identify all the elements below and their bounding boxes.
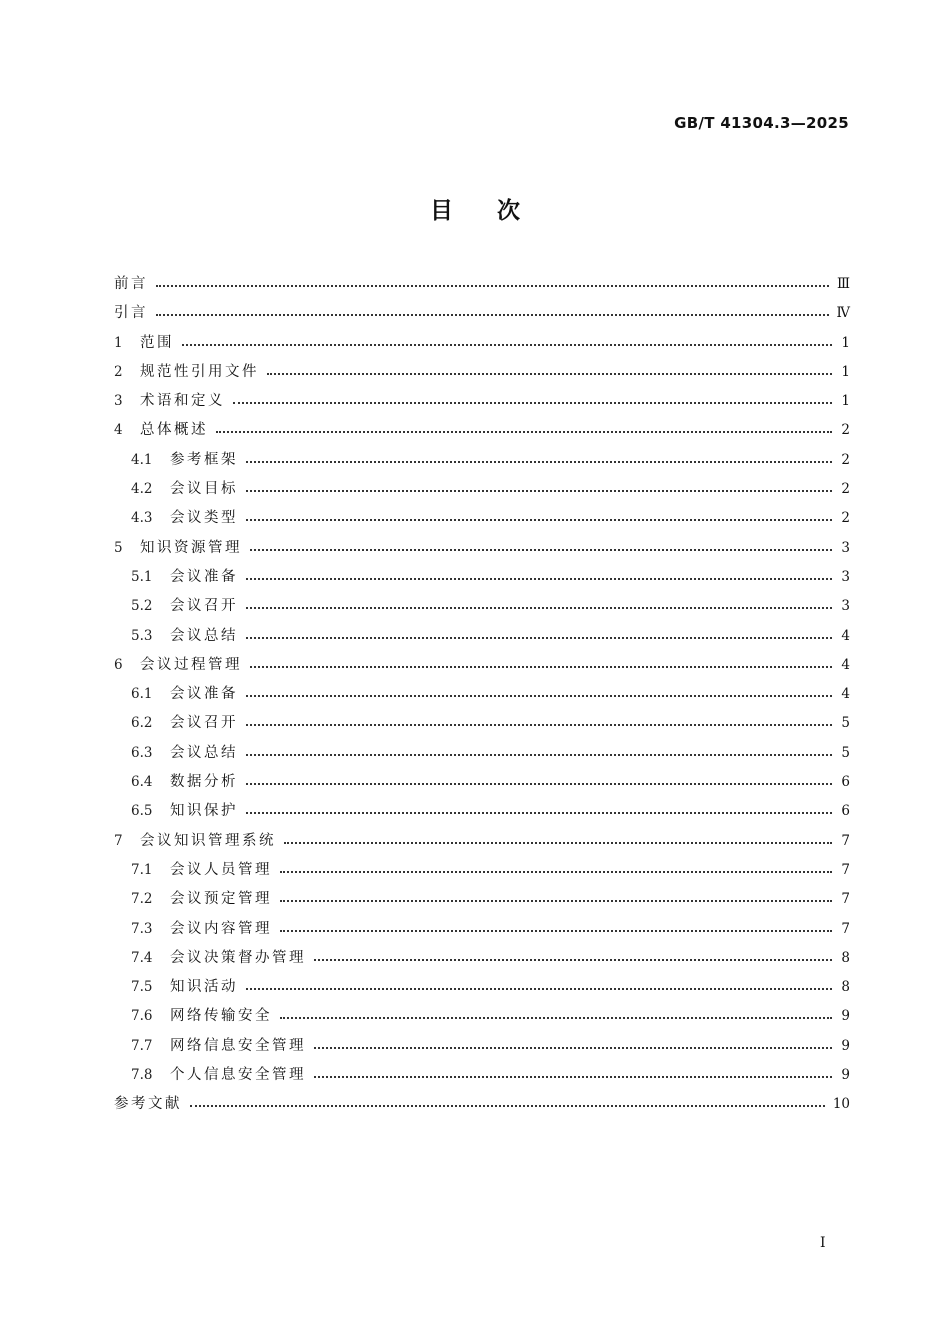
toc-entry-label: 会议目标 bbox=[170, 481, 238, 498]
toc-dot-leader bbox=[182, 329, 832, 358]
toc-dot-leader bbox=[246, 592, 832, 621]
toc-entry-number: 4.1 bbox=[131, 451, 153, 468]
toc-entry-page: 3 bbox=[841, 539, 850, 556]
toc-entry-page: 4 bbox=[841, 656, 850, 673]
toc-entry-number: 6 bbox=[114, 656, 123, 673]
toc-entry-label: 知识保护 bbox=[170, 803, 238, 820]
toc-entry-page: 3 bbox=[841, 568, 850, 585]
toc-dot-leader bbox=[246, 504, 832, 533]
toc-dot-leader bbox=[246, 973, 832, 1002]
toc-entry-number: 5.3 bbox=[131, 627, 153, 644]
toc-entry-number: 6.2 bbox=[131, 715, 153, 732]
toc-entry-label: 知识活动 bbox=[170, 979, 238, 996]
toc-entry-page: 7 bbox=[841, 861, 850, 878]
toc-entry[interactable] bbox=[114, 827, 850, 856]
toc-entry-label: 会议准备 bbox=[170, 568, 238, 585]
toc-dot-leader bbox=[216, 416, 832, 445]
toc-entry[interactable] bbox=[114, 504, 850, 533]
toc-entry[interactable] bbox=[114, 768, 850, 797]
toc-entry[interactable] bbox=[114, 563, 850, 592]
toc-entry-page: 8 bbox=[841, 979, 850, 996]
toc-entry-label: 数据分析 bbox=[170, 774, 238, 791]
toc-dot-leader bbox=[280, 885, 832, 914]
toc-entry-number: 7.4 bbox=[131, 949, 153, 966]
toc-entry[interactable] bbox=[114, 299, 850, 328]
toc-entry[interactable] bbox=[114, 1061, 850, 1090]
toc-dot-leader bbox=[250, 534, 832, 563]
toc-entry[interactable] bbox=[114, 475, 850, 504]
toc-entry-number: 7.5 bbox=[131, 979, 153, 996]
toc-entry-label: 会议召开 bbox=[170, 598, 238, 615]
toc-entry-number: 5 bbox=[114, 539, 123, 556]
toc-dot-leader bbox=[190, 1090, 825, 1119]
toc-entry-page: 9 bbox=[841, 1037, 850, 1054]
toc-entry-page: 7 bbox=[841, 920, 850, 937]
toc-entry-label: 范围 bbox=[140, 334, 174, 351]
toc-dot-leader bbox=[280, 915, 832, 944]
toc-entry[interactable] bbox=[114, 944, 850, 973]
toc-entry-number: 7 bbox=[114, 832, 123, 849]
toc-entry-page: 7 bbox=[841, 832, 850, 849]
toc-dot-leader bbox=[280, 856, 832, 885]
toc-entry[interactable] bbox=[114, 1002, 850, 1031]
toc-entry-number: 7.6 bbox=[131, 1008, 153, 1025]
toc-entry-page: Ⅲ bbox=[836, 276, 850, 292]
toc-dot-leader bbox=[246, 446, 832, 475]
toc-entry-number: 4.3 bbox=[131, 510, 153, 527]
toc-entry-label: 网络信息安全管理 bbox=[170, 1037, 306, 1054]
toc-entry-page: 4 bbox=[841, 686, 850, 703]
toc-entry-page: 1 bbox=[841, 393, 850, 410]
toc-entry[interactable] bbox=[114, 270, 850, 299]
toc-entry-number: 7.1 bbox=[131, 861, 153, 878]
toc-entry-label: 会议召开 bbox=[170, 715, 238, 732]
toc-entry[interactable] bbox=[114, 709, 850, 738]
toc-entry-label: 知识资源管理 bbox=[140, 539, 242, 556]
toc-entry[interactable] bbox=[114, 797, 850, 826]
toc-dot-leader bbox=[246, 797, 832, 826]
toc-dot-leader bbox=[246, 739, 832, 768]
toc-entry-page: 8 bbox=[841, 949, 850, 966]
toc-entry[interactable] bbox=[114, 534, 850, 563]
toc-entry-label: 会议类型 bbox=[170, 510, 238, 527]
toc-entry[interactable] bbox=[114, 622, 850, 651]
toc-entry[interactable] bbox=[114, 1032, 850, 1061]
toc-entry-number: 4.2 bbox=[131, 481, 153, 498]
toc-entry-label: 会议人员管理 bbox=[170, 861, 272, 878]
toc-entry-label: 会议准备 bbox=[170, 686, 238, 703]
toc-entry-number: 7.7 bbox=[131, 1037, 153, 1054]
toc-entry-label: 会议知识管理系统 bbox=[140, 832, 276, 849]
toc-dot-leader bbox=[246, 563, 832, 592]
toc-entry-label: 总体概述 bbox=[140, 422, 208, 439]
toc-entry-label: 规范性引用文件 bbox=[140, 363, 259, 380]
toc-entry-number: 3 bbox=[114, 393, 123, 410]
toc-title: 目次 bbox=[430, 198, 564, 224]
toc-entry-label: 会议决策督办管理 bbox=[170, 949, 306, 966]
standard-code: GB/T 41304.3—2025 bbox=[674, 114, 849, 132]
toc-dot-leader bbox=[314, 1061, 832, 1090]
table-of-contents bbox=[114, 270, 850, 1120]
toc-entry-number: 5.2 bbox=[131, 598, 153, 615]
toc-entry-label: 会议总结 bbox=[170, 627, 238, 644]
toc-dot-leader bbox=[156, 270, 829, 299]
toc-entry-number: 7.2 bbox=[131, 891, 153, 908]
toc-dot-leader bbox=[280, 1002, 832, 1031]
toc-entry-page: Ⅳ bbox=[836, 305, 850, 322]
toc-entry-label: 网络传输安全 bbox=[170, 1008, 272, 1025]
toc-entry-page: 5 bbox=[841, 715, 850, 732]
toc-dot-leader bbox=[246, 768, 832, 797]
toc-entry[interactable] bbox=[114, 739, 850, 768]
toc-entry[interactable] bbox=[114, 680, 850, 709]
toc-entry-number: 6.1 bbox=[131, 686, 153, 703]
toc-entry-label: 引言 bbox=[114, 305, 148, 322]
toc-entry-page: 9 bbox=[841, 1067, 850, 1084]
toc-entry[interactable] bbox=[114, 329, 850, 358]
toc-entry[interactable] bbox=[114, 387, 850, 416]
toc-entry-number: 1 bbox=[114, 334, 123, 351]
toc-dot-leader bbox=[250, 651, 832, 680]
toc-dot-leader bbox=[267, 358, 832, 387]
toc-entry-number: 6.5 bbox=[131, 803, 153, 820]
toc-entry-number: 5.1 bbox=[131, 568, 153, 585]
toc-entry-page: 6 bbox=[841, 803, 850, 820]
toc-entry-label: 会议过程管理 bbox=[140, 656, 242, 673]
toc-entry-number: 7.3 bbox=[131, 920, 153, 937]
toc-entry-number: 7.8 bbox=[131, 1067, 153, 1084]
toc-dot-leader bbox=[156, 299, 829, 328]
toc-entry-page: 1 bbox=[841, 334, 850, 351]
toc-entry-label: 个人信息安全管理 bbox=[170, 1067, 306, 1084]
toc-entry-number: 4 bbox=[114, 422, 123, 439]
toc-dot-leader bbox=[246, 475, 832, 504]
toc-entry-page: 4 bbox=[841, 627, 850, 644]
toc-entry[interactable] bbox=[114, 915, 850, 944]
toc-entry-page: 2 bbox=[841, 422, 850, 439]
toc-entry-label: 参考框架 bbox=[170, 451, 238, 468]
toc-dot-leader bbox=[314, 1032, 832, 1061]
toc-entry-label: 参考文献 bbox=[114, 1096, 182, 1113]
toc-entry-page: 2 bbox=[841, 510, 850, 527]
toc-entry[interactable] bbox=[114, 1090, 850, 1119]
toc-entry[interactable] bbox=[114, 358, 850, 387]
toc-entry[interactable] bbox=[114, 973, 850, 1002]
toc-entry-page: 2 bbox=[841, 451, 850, 468]
toc-entry-label: 会议总结 bbox=[170, 744, 238, 761]
toc-entry[interactable] bbox=[114, 416, 850, 445]
toc-entry-page: 2 bbox=[841, 481, 850, 498]
toc-entry-label: 前言 bbox=[114, 276, 148, 292]
toc-dot-leader bbox=[246, 622, 832, 651]
toc-entry-page: 9 bbox=[841, 1008, 850, 1025]
toc-entry-page: 1 bbox=[841, 363, 850, 380]
toc-entry-page: 10 bbox=[832, 1096, 850, 1113]
toc-entry[interactable] bbox=[114, 446, 850, 475]
toc-entry-label: 术语和定义 bbox=[140, 393, 225, 410]
toc-entry-number: 6.4 bbox=[131, 774, 153, 791]
toc-dot-leader bbox=[233, 387, 832, 416]
toc-entry-page: 3 bbox=[841, 598, 850, 615]
toc-entry-page: 5 bbox=[841, 744, 850, 761]
toc-dot-leader bbox=[314, 944, 832, 973]
page-number: I bbox=[820, 1235, 826, 1251]
toc-entry-label: 会议预定管理 bbox=[170, 891, 272, 908]
toc-entry-page: 6 bbox=[841, 774, 850, 791]
toc-entry[interactable] bbox=[114, 651, 850, 680]
toc-dot-leader bbox=[246, 709, 832, 738]
toc-dot-leader bbox=[284, 827, 832, 856]
toc-entry[interactable] bbox=[114, 592, 850, 621]
toc-entry-label: 会议内容管理 bbox=[170, 920, 272, 937]
toc-entry-page: 7 bbox=[841, 891, 850, 908]
toc-entry-number: 6.3 bbox=[131, 744, 153, 761]
toc-entry-number: 2 bbox=[114, 363, 123, 380]
toc-entry[interactable] bbox=[114, 885, 850, 914]
toc-entry[interactable] bbox=[114, 856, 850, 885]
toc-dot-leader bbox=[246, 680, 832, 709]
